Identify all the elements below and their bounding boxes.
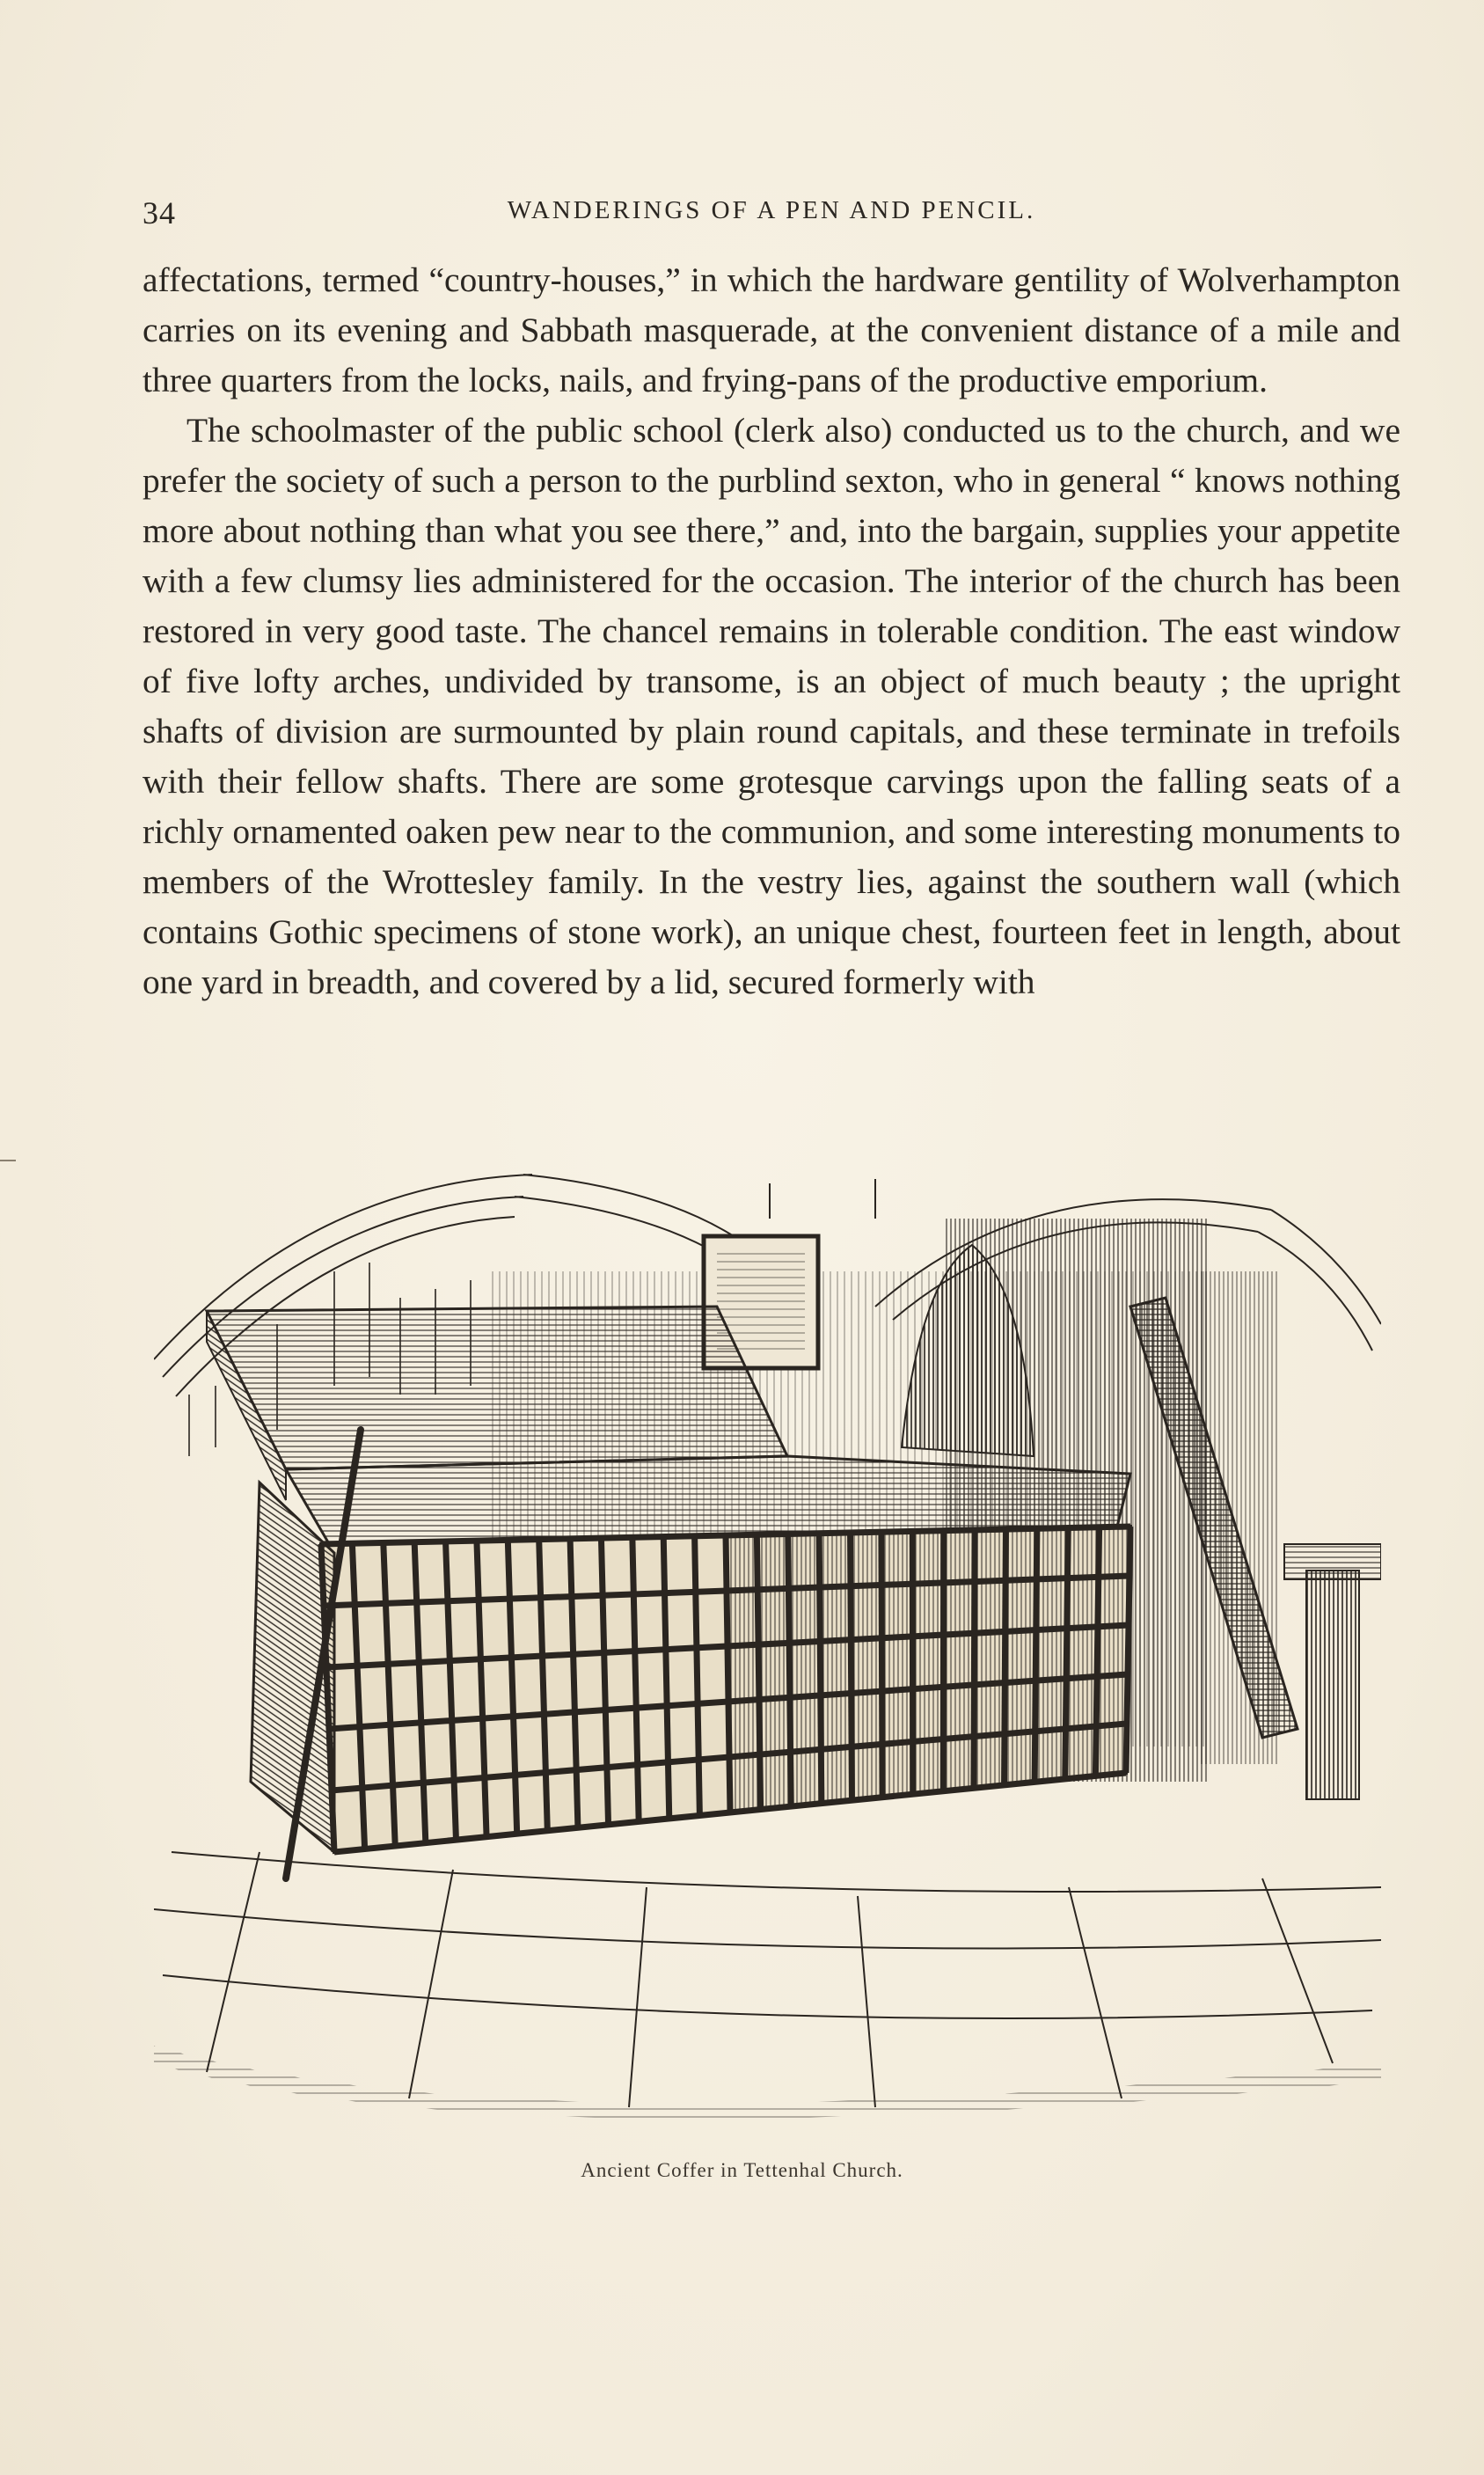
margin-mark [0,1160,16,1161]
shaded-panel [759,1697,791,1754]
page-number: 34 [143,195,176,231]
shaded-panel [791,1749,822,1806]
shaded-panel [788,1534,820,1589]
shaded-panel [789,1641,821,1697]
shaded-panel [1035,1629,1067,1681]
shaded-panel [821,1693,852,1749]
shaded-panel [820,1640,851,1695]
figure-caption: Ancient Coffer in Tettenhal Church. [581,2159,903,2181]
shaded-panel [852,1744,882,1800]
shaded-panel [882,1689,913,1745]
shaded-panel [757,1534,788,1589]
shaded-panel [1096,1674,1128,1726]
shaded-panel [913,1687,944,1741]
shaded-panel [820,1586,852,1642]
shaded-panel [881,1637,912,1691]
shaded-panel [912,1583,943,1637]
shaded-panel [943,1737,974,1791]
engraving-illustration [154,1166,1381,2164]
shaded-panel [1065,1676,1097,1728]
shaded-panel [852,1691,882,1746]
coffer-engraving [154,1166,1381,2164]
shaded-panel [1098,1576,1129,1627]
shaded-panel [1005,1681,1035,1734]
shaded-panel [975,1580,1005,1633]
shaded-panel [729,1754,761,1812]
shaded-panel [975,1529,1006,1581]
shaded-panel [1067,1577,1099,1628]
shaded-panel [974,1734,1005,1789]
shaded-panel [851,1532,882,1586]
shaded-panel [1034,1729,1065,1783]
shaded-panel [974,1683,1005,1737]
shaded-panel [851,1585,881,1639]
paragraph: The schoolmaster of the public school (clerk also) conducted us to the church, and we prefer the society of such a person to the purblind sexton, who in general “ knows nothing more about nothing than what you see there,” and, into the bargain, supplies your appetite with a few clumsy lies administered for the occasion. The interior of the church has been restored in very good taste. The chancel remains in tolerable condition. The east window of five lofty arches, undivided by transome, is an object of much beauty ; the upright shafts of division are surmounted by plain round capitals, and these terminate in trefoils with their fellow shafts. There are some grotesque carvings upon the falling seats of a richly ornamented oaken pew near to the communion, and some interesting monuments to members of the Wrottesley family. In the vestry lies, against the southern wall (which contains Gothic specimens of stone work), an unique chest, fourteen feet in length, about one yard in breadth, and covered by a lid, secured formerly with [143,411,1400,1001]
shaded-panel [726,1534,757,1591]
shaded-panel [1005,1630,1035,1683]
shaded-panel [788,1587,820,1643]
shaded-panel [1095,1724,1127,1776]
shaded-panel [882,1741,913,1797]
shaded-panel [1035,1679,1066,1732]
shaded-panel [1068,1527,1100,1578]
body-text [143,255,1400,1007]
shaded-panel [881,1584,912,1638]
shaded-panel [943,1633,974,1687]
shaded-panel [912,1635,943,1689]
shaded-panel [1036,1578,1068,1630]
shaded-panel [912,1531,943,1585]
shaded-panel [1005,1579,1037,1631]
shaded-panel [757,1588,789,1644]
shaded-panel [819,1533,851,1587]
shaded-panel [1065,1726,1096,1779]
shaded-panel [760,1752,791,1809]
shaded-panel [944,1582,975,1636]
shaded-panel [1005,1732,1035,1785]
shaded-panel [1097,1625,1129,1676]
shaded-panel [758,1643,790,1699]
running-title: WANDERINGS OF A PEN AND PENCIL. [507,196,1036,224]
page-header [143,187,1400,231]
shaded-panel [1099,1527,1130,1577]
shaded-panel [1005,1528,1037,1580]
shaded-panel [728,1700,760,1757]
shaded-panel [790,1695,821,1752]
shaded-panel [1066,1627,1098,1679]
shaded-panel [821,1746,852,1803]
shaded-panel [974,1631,1005,1685]
shaded-panel [881,1531,912,1585]
shaded-panel [1036,1528,1068,1579]
shaded-panel [943,1685,974,1739]
shaded-panel [913,1739,944,1795]
shaded-panel [944,1530,975,1583]
shaded-panel [727,1590,758,1646]
shaded-panel [727,1644,759,1702]
paragraph: affectations, termed “country-houses,” in which the hardware gentility of Wolverhampton carries on its evening and Sabbath masquerade, at the convenient distance of a mile and three quarters from the locks, nails, and frying-pans of the productive emporium. [143,260,1400,399]
shaded-panel [851,1638,881,1694]
